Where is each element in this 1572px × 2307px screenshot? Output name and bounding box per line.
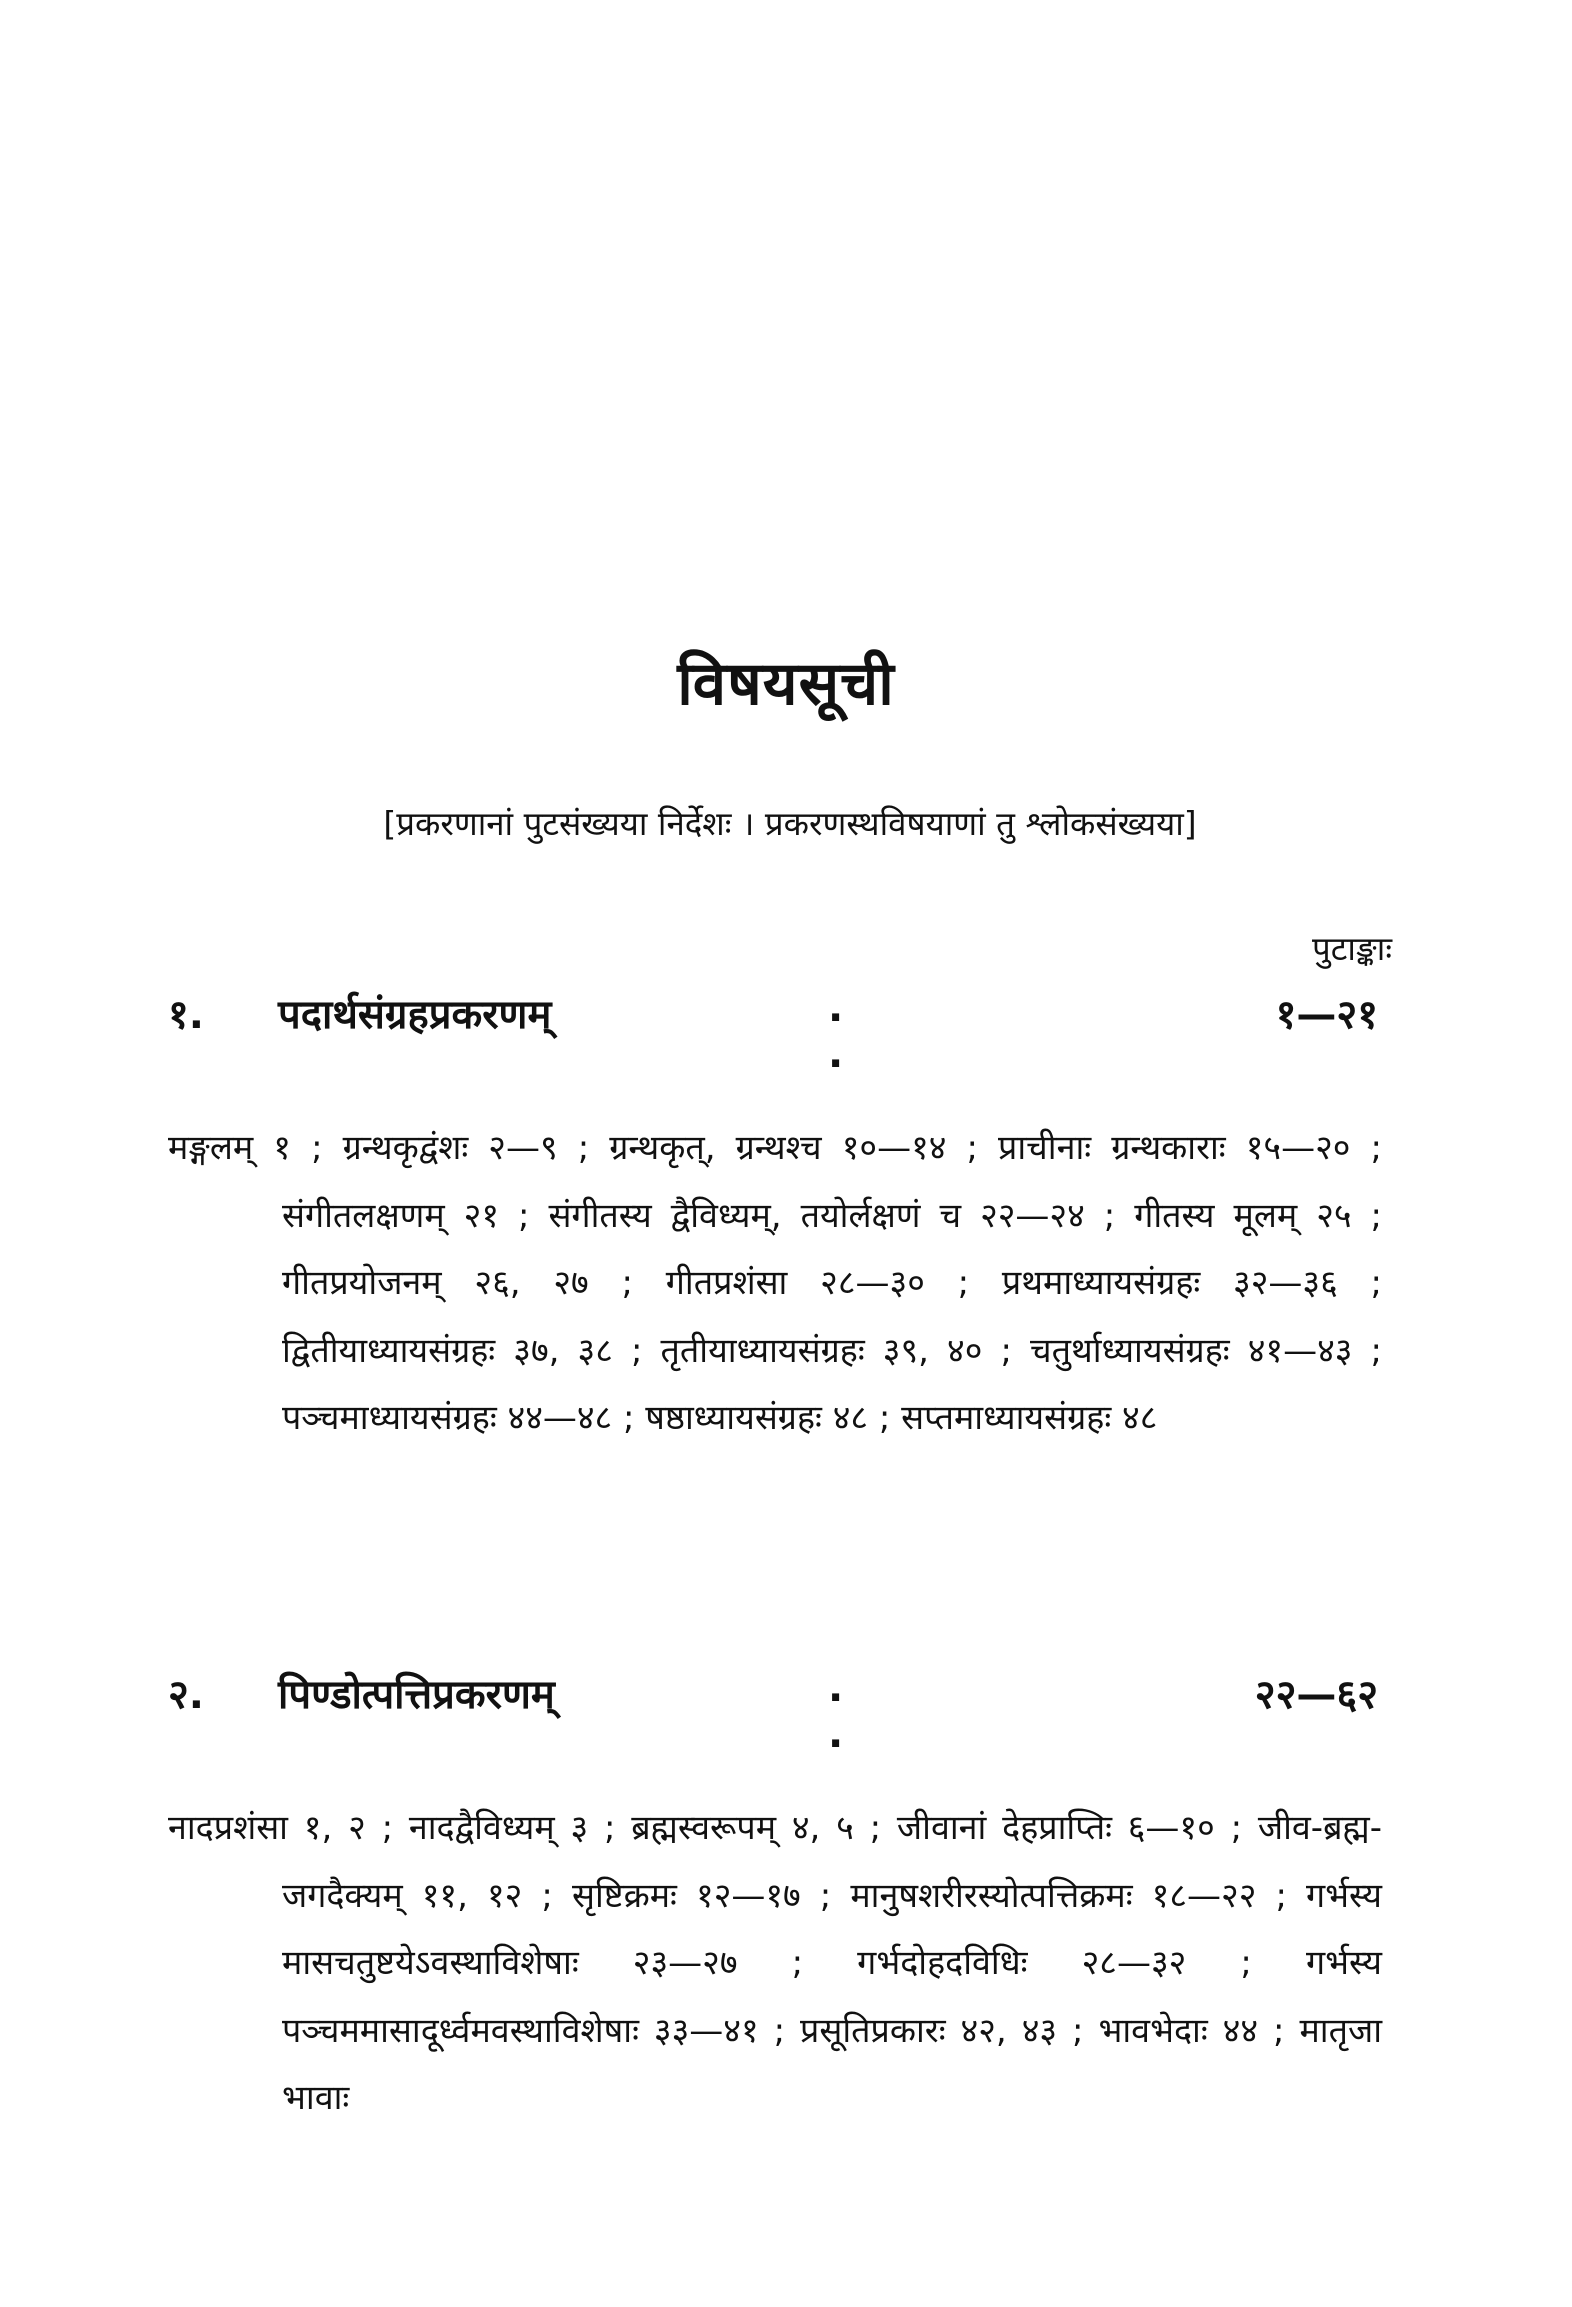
section-entries: नादप्रशंसा १, २ ; नादद्वैविध्यम् ३ ; ब्रह्मस्वरूपम् ४, ५ ; जीवानां देहप्राप्तिः ६—१० ; जीव-ब्रह्म-जगदैक्यम् ११, १२ ; सृष्टिक्रमः १२—१७ ; मानुषशरीरस्योत्पत्तिक्रमः १८—२२ ; गर्भस्य मासचतुष्टयेऽवस्थाविशेषाः २३—२७ ; गर्भदोहदविधिः २८—३२ ; गर्भस्य पञ्चममासादूर्ध्वमवस्थाविशेषाः ३३—४१ ; प्रसूतिप्रकारः ४२, ४३ ; भावभेदाः ४४ ; मातृजा भावाः: [168, 1808, 1382, 2118]
section-heading: [168, 1665, 1388, 1757]
section-number: २.: [168, 1672, 204, 1718]
page-title: विषयसूची: [677, 649, 895, 719]
section-name: पदार्थसंग्रहप्रकरणम्: [278, 992, 552, 1038]
section-page-range: २२—६२: [1254, 1672, 1378, 1718]
page-subtitle: [प्रकरणानां पुटसंख्यया निर्देशः । प्रकरणस्थविषयाणां तु श्लोकसंख्यया]: [383, 804, 1197, 843]
section-heading: [168, 985, 1388, 1077]
section-1: [168, 985, 1388, 1453]
section-name: पिण्डोत्पत्तिप्रकरणम्: [278, 1672, 555, 1718]
section-entries: मङ्गलम् १ ; ग्रन्थकृद्वंशः २—९ ; ग्रन्थकृत्, ग्रन्थश्च १०—१४ ; प्राचीनाः ग्रन्थकाराः १५—२० ; संगीतलक्षणम् २१ ; संगीतस्य द्वैविध्यम्, तयोर्लक्षणं च २२—२४ ; गीतस्य मूलम् २५ ; गीतप्रयोजनम् २६, २७ ; गीतप्रशंसा २८—३० ; प्रथमाध्यायसंग्रहः ३२—३६ ; द्वितीयाध्यायसंग्रहः ३७, ३८ ; तृतीयाध्यायसंग्रहः ३९, ४० ; चतुर्थाध्यायसंग्रहः ४१—४३ ; पञ्चमाध्यायसंग्रहः ४४—४८ ; षष्ठाध्यायसंग्रहः ४८ ; सप्तमाध्यायसंग्रहः ४८: [168, 1128, 1382, 1438]
section-2: [168, 1665, 1388, 2133]
leader-dots: . .: [828, 985, 1044, 1077]
page-number-column-label: पुटाङ्काः: [1311, 929, 1392, 968]
leader-dots: . .: [828, 1665, 1044, 1757]
section-page-range: १—२१: [1275, 992, 1378, 1038]
section-number: १.: [168, 992, 204, 1038]
